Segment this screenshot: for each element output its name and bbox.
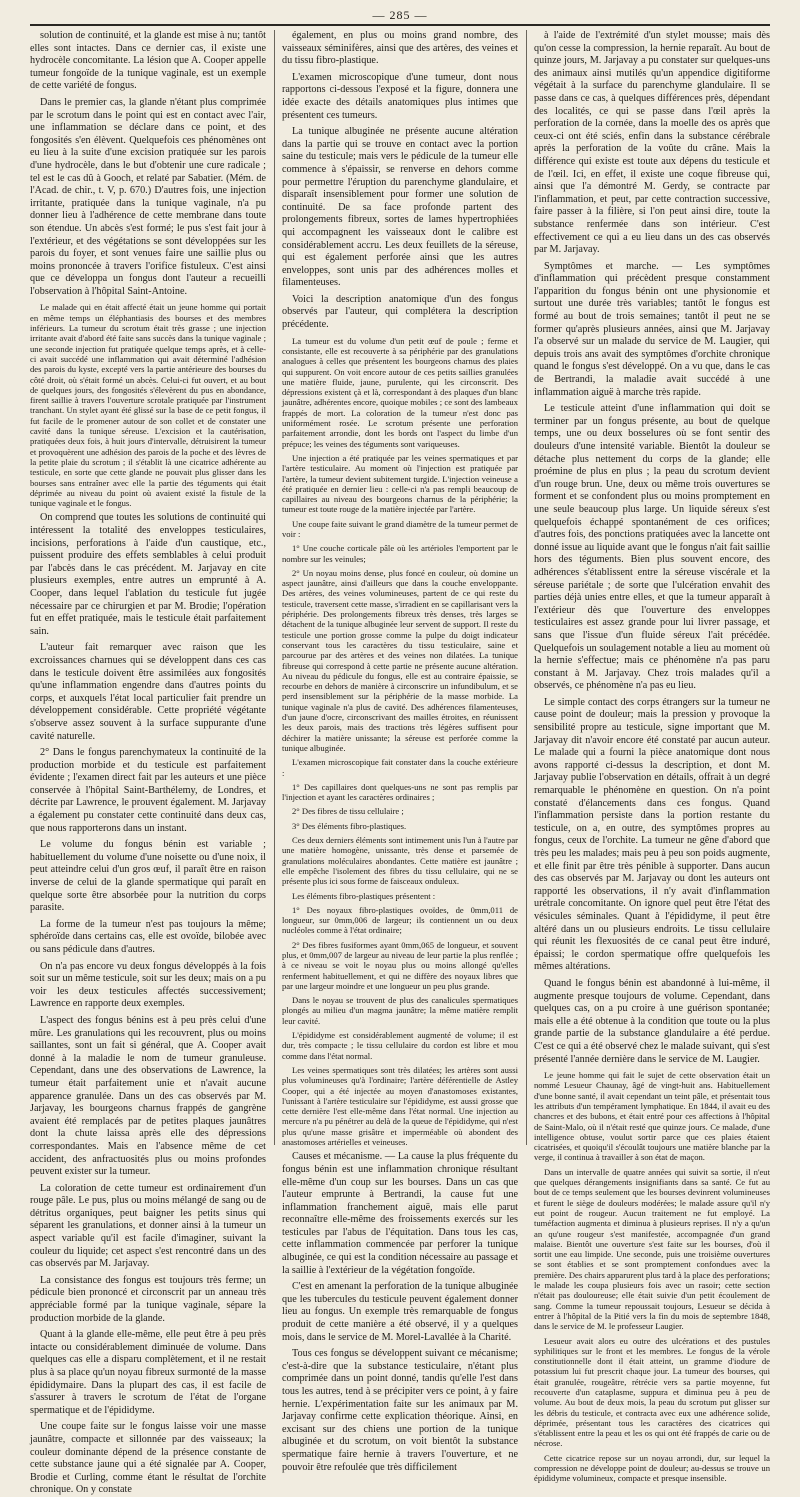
paragraph: Le testicule atteint d'une inflammation qui doit se terminer par un fongus présente, au bout de quelque temps, une ou deux bosselures où se font sentir des douleurs d'une intensité variable. Bientôt la douleur se détache plus nettement du corps de la glande; elle proémine de plus en plus ; la peau du scrotum devient d'un rouge brun. Une, deux ou même trois ouvertures se forment et se confondent plus ou moins promptement en une seule beaucoup plus large. Un liquide séreux s'est quelquefois échappé spontanément de ces orifices; d'autres fois, des ponctions pratiquées avec la lancette ont donné issue au liquide avant que le fongus n'ait fait saillie hors des téguments. Bien plus souvent encore, des adhérences s'établissent entre la séreuse viscérale et la séreuse pariétale ; de sorte que l'ulcération envahit des parties déjà unies entre elles, et que la tumeur apparaît à l'extérieur dès que l'ouverture des enveloppes testiculaires est assez grande pour lui livrer passage, et sans que l'issue d'un fluide séreux l'ait précédée. Quelquefois un soulagement notable a lieu au moment où la hernie s'effectue; mais ce phénomène n'a pas paru constant à M. Jarjavay. Chez trois malades qu'il a observés, ce phénomène n'a pas eu lieu. (534, 403, 770, 692)
paragraph: 2° Des fibres fusiformes ayant 0mm,065 de longueur, et souvent plus, et 0mm,007 de largeur au niveau de leur partie la plus renflée ; à ce niveau se voit le noyau plus ou moins allongé qu'elles renferment habituellement, et qui ne diffère des noyaux libres que par une largeur moindre et une longueur un peu plus grande. (282, 939, 518, 991)
paragraph: La consistance des fongus est toujours très ferme; un pédicule bien prononcé et circonscrit par un anneau très appréciable formé par la tunique vaginale, sépare la production morbide de la glande. (30, 1274, 266, 1324)
paragraph: Dans un intervalle de quatre années qui suivit sa sortie, il n'eut que quelques dérangements insignifiants dans sa santé. Ce fut au bout de ce temps seulement que les bourses devinrent volumineuses et furent le siège de douleurs modérées; le malade assure qu'il n'y eut point de rougeur. Aucun traitement ne fut employé. La tuméfaction augmenta et diminua à plusieurs reprises. Il n'y a qu'un an qu'une rougeur s'est manifestée, accompagnée d'un grand malaise. Bientôt une ouverture s'est faite sur les bourses, d'où il sortit une eau limpide. Une seconde, puis une troisième ouvertures se sont établies et se sont promptement confondues avec la première. Des chairs apparurent plus tard à la place des perforations; le malade les coupa plusieurs fois avec un rasoir; cette section n'était pas douloureuse; elle était suivie d'un petit écoulement de sang. Comme la tumeur repoussait toujours, Lesueur se décida à entrer à l'hôpital de la Pitié vers la fin du mois de septembre 1848, dans le service de M. le professeur Laugier. (534, 1166, 770, 1332)
paragraph: Le jeune homme qui fait le sujet de cette observation était un nommé Lesueur Chaunay, âgé de vingt-huit ans. Habituellement d'une bonne santé, il avait cependant un teint pâle, et présentait tous les attributs d'un tempérament lymphatique. En 1844, il avait eu des chancres et des bubons, et était entré pour ces affections à l'hôpital de Saint-Malo, où il n'était resté que quinze jours. Ce malade, d'une intelligence obtuse, voulut sortir parce que ces plaies étaient cicatrisées, et quoiqu'il s'écoulât toujours une matière blanche par la verge, il continua à travailler à son état de maçon. (534, 1070, 770, 1163)
paragraph: Quand le fongus bénin est abandonné à lui-même, il augmente presque toujours de volume. Cependant, dans quelques cas, on a pu croire à une guérison spontanée; mais elle a été obtenue à la condition que toute ou la plus grande partie de la substance glandulaire a été perdue. C'est ce qui a été observé chez le malade suivant, qui s'est présenté l'année dernière dans le service de M. Laugier. (534, 977, 770, 1065)
paragraph: solution de continuité, et la glande est mise à nu; tantôt elles sont intactes. Dans ce dernier cas, il existe une hydrocèle concomitante. La lésion que A. Cooper appelle tumeur fongoïde de la tunique vaginale, est un exemple de cette variété de fongus. (30, 30, 266, 92)
paragraph: Dans le premier cas, la glande n'étant plus comprimée par le scrotum dans le point qui est en contact avec l'air, une inflammation se déclare dans ce point, et des fongosités s'en élèvent. Quelquefois ces phénomènes ont eu lieu à la suite d'une excision pratiquée sur les parois d'une hydrocèle, dans le but d'obtenir une cure radicale ; tel est le cas dû à Gooch, et relaté par Sabatier. (Mém. de l'Acad. de chir., t. V, p. 670.) D'autres fois, une injection irritante, pratiquée dans la tunique vaginale, n'a pu donner lieu à l'adhérence de cette membrane dans toute son étendue. Un abcès s'est formé; le pus s'est fait jour à l'extérieur, et des végétations se sont développées sur les parois du foyer, et sont venues faire une saillie plus ou moins prononcée à travers l'orifice fistuleux. C'est ainsi que ce développa un fongus dont l'auteur a recueilli l'observation à l'hôpital Saint-Antoine. (30, 96, 266, 297)
paragraph: Le malade qui en était affecté était un jeune homme qui portait en même temps un éléphantiasis des bourses et des membres inférieurs. La tumeur du scrotum était très grasse ; une injection irritante avait d'abord été faite sans succès dans la tunique vaginale ; une seconde injection fut pratiquée quelque temps après, et à celle-ci avait succédé une inflammation qui avait déterminé l'adhésion des parois du kyste, excepté vers la partie antérieure des bourses du côté droit, où s'était formé un abcès. Celui-ci fut ouvert, et au bout de quelques jours, des fongosités s'élevèrent du pus en abondance, firent saillie à travers l'ouverture scrotale pratiquée par l'instrument tranchant. Un stylet ayant été glissé sur la base de ce petit fongus, il fut facile de le promener autour de son collet et de constater une cavité dans la tunique séreuse. L'excision et la cautérisation, pratiquées deux fois, à huit jours d'intervalle, détruisirent la tumeur et provoquèrent une adhésion des parois de la poche et des lèvres de la petite plaie du scrotum ; il s'établit là une cicatrice adhérente au testicule, en sorte que cette glande ne pouvait plus glisser dans les bourses sans entraîner avec elle la partie des téguments qui était déprimée au niveau du point où avaient existé la fistule de la tunique vaginale et le fongus. (30, 302, 266, 509)
paragraph: 2° Dans le fongus parenchymateux la continuité de la production morbide et du testicule est parfaitement évidente ; l'examen direct fait par les auteurs et une pièce conservée à l'hôpital Saint-Barthélemy, de Londres, et décrite par Lawrence, le prouvent également. M. Jarjavay a également pu constater cette continuité dans deux cas, que nous rapporterons dans un instant. (30, 747, 266, 834)
paragraph: La forme de la tumeur n'est pas toujours la même; sphéroïde dans certains cas, elle est ovoïde, bilobée avec ou sans pédicule dans d'autres. (30, 918, 266, 955)
paragraph: On n'a pas encore vu deux fongus développés à la fois soit sur un même testicule, soit sur les deux; mais on a pu voir les deux testicules affectés successivement; Lawrence en rapporte deux exemples. (30, 960, 266, 1010)
paragraph: à l'aide de l'extrémité d'un stylet mousse; mais dès qu'on cesse la compression, la hernie reparaît. Au bout de quinze jours, M. Jarjavay a pu constater sur quelques-uns des animaux ainsi mutilés qu'un appendice digitiforme végétait à la surface du parenchyme glandulaire. Il se passe dans ce cas, à quelques différences près, dépendant des localités, ce qui se passe dans l'œil après la perforation de la cornée, dans la moelle des os après que ceux-ci ont été sciés, enfin dans la substance cérébrale après la perforation de la voûte du crâne. Mais la différence qui existe est toute aux dépens du testicule et de l'œil. Ici, en effet, il existe une coque fibreuse qui, ainsi que l'a démontré M. Gerdy, se contracte par l'inflammation, et peut, par cette contraction successive, faire passer à la filière, si l'on peut ainsi dire, toute la substance renfermée dans son intérieur. C'est effectivement ce qui a eu lieu dans un des cas observés par M. Jarjavay. (534, 30, 770, 256)
paragraph: La tunique albuginée ne présente aucune altération dans la partie qui se trouve en contact avec la portion saine du testicule; mais vers le pédicule de la tumeur elle commence à s'épaissir, se renverse en dehors comme pour permettre l'éruption du parenchyme glandulaire, et disparaît insensiblement pour former une solution de continuité. De sa face profonde partent des prolongements fibreux, sortes de lames hypertrophiées qui accompagnent les vaisseaux dont le calibre est considérablement accru. Les deux feuillets de la séreuse, qui est également perforée ainsi que les autres enveloppes, sont unis par des adhérences molles et filamenteuses. (282, 126, 518, 289)
paragraph: Symptômes et marche. — Les symptômes d'inflammation qui précèdent presque constamment l'apparition du fongus bénin ont une physionomie et surtout une durée très variables; tantôt le fongus est formé au bout de trois semaines; tantôt il peut ne se former qu'après plusieurs années, ainsi que M. Jarjavay l'a observé sur un malade du service de M. Laugier, qui depuis trois ans avait des symptômes d'orchite chronique quand le fongus s'est développé. On a vu que, dans le cas de Bertrandi, la maladie avait succédé à une inflammation aiguë à marche très rapide. (534, 260, 770, 398)
paragraph: Quant à la glande elle-même, elle peut être à peu près intacte ou considérablement diminuée de volume. Dans quelques cas elle a disparu complètement, et il ne restait plus à sa place qu'un noyau fibreux surmonté de la masse épididymaire. Dans la plupart des cas, il est facile de s'assurer à travers le scrotum de l'état de l'organe spermatique et de l'épididyme. (30, 1329, 266, 1416)
column-divider (526, 30, 527, 1145)
paragraph: Voici la description anatomique d'un des fongus observés par l'auteur, qui complétera la description précédente. (282, 293, 518, 331)
paragraph: L'épididyme est considérablement augmenté de volume; il est dur, très compacte ; le tissu cellulaire du cordon est libre et mou comme dans l'état normal. (282, 1030, 518, 1061)
paragraph: L'examen microscopique d'une tumeur, dont nous rapportons ci-dessous l'exposé et la figure, donnera une idée exacte des détails anatomiques plus intimes que présentent ces tumeurs. (282, 71, 518, 121)
paragraph: Une coupe faite suivant le grand diamètre de la tumeur permet de voir : (282, 518, 518, 539)
paragraph: 1° Des noyaux fibro-plastiques ovoïdes, de 0mm,011 de longueur, sur 0mm,006 de largeur; ils contiennent un ou deux nucléoles comme à l'état ordinaire; (282, 904, 518, 936)
text-columns (30, 30, 770, 1496)
paragraph: 1° Une couche corticale pâle où les artérioles l'emportent par le nombre sur les veinules; (282, 543, 518, 564)
column-left (30, 30, 266, 1496)
paragraph: On comprend que toutes les solutions de continuité qui intéressent la totalité des enveloppes testiculaires, incisions, perforations à l'aide d'un caustique, etc., puissent produire des effets semblables à celui produit par l'abcès dans le cas précédent. M. Jarjavay en cite plusieurs exemples, entre autres un emprunté à A. Cooper, dans lequel l'ablation du testicule fut jugée nécessaire par ce chirurgien et par M. Brodie; l'opération fut en effet pratiquée, mais le testicule était parfaitement sain. (30, 512, 266, 637)
paragraph: Le simple contact des corps étrangers sur la tumeur ne cause point de douleur; mais la pression y provoque la sensibilité propre au testicule, signe important que M. Jarjavay dit n'avoir encore été constaté par aucun auteur. Le malade qui a fourni la pièce anatomique dont nous avons rapporté ci-dessus la description, et dont M. Jarjavay publie l'observation en détails, offrait à un degré remarquable le phénomène en question. On n'a point constaté d'élancements dans ces fongus. Quand l'inflammation persiste dans la portion restante du testicule, on a, en outre, des symptômes propres au fongus, ceux de l'orchite. La tumeur ne gêne d'abord que très peu les malades; mais peu à peu son poids augmente, et elle finit par être très pénible à supporter. Dans aucun des cas observés par M. Jarjavay ou dont les auteurs ont rapporté les observations, il n'y avait d'inflammation urétrale concomitante. On ignore quel peut être l'état des vésicules séminales. Quant à l'épididyme, il peut être altéré dans un ou plusieurs endroits. Le tissu cellulaire qui réunit les flexuosités de ce canal peut être induré, épaissi; le cordon spermatique offre quelquefois les mêmes altérations. (534, 696, 770, 973)
paragraph: également, en plus ou moins grand nombre, des vaisseaux séminifères, ainsi que des artères, des veines et du tissu fibro-plastique. (282, 30, 518, 67)
paragraph: 2° Des fibres de tissu cellulaire ; (292, 806, 404, 817)
paragraph: Une coupe faite sur le fongus laisse voir une masse jaunâtre, compacte et sillonnée par des vaisseaux; la couleur dominante dépend de la présence constante de cette substance jaune qui a été signalée par A. Cooper, Brodie et Curling, comme étant le résultat de l'orchite chronique. On y constate (30, 1421, 266, 1496)
column-middle (282, 30, 518, 1473)
paragraph: Causes et mécanisme. — La cause la plus fréquente du fongus bénin est une inflammation chronique résultant elle-même d'un coup sur les bourses. Dans un cas que l'auteur emprunte à Bertrandi, la cause fut une inflammation franchement aiguë, mais elle parut reconnaître elle-même des froissements exercés sur les testicules par l'abus de l'équitation. Dans tous les cas, cette inflammation commencée par perforer la tunique albuginée, ce qui est la condition nécessaire au passage et la saillie à l'extérieur de la végétation fongoïde. (282, 1151, 518, 1276)
paragraph: L'auteur fait remarquer avec raison que les excroissances charnues qui se développent dans ces cas dans le testicule doivent être assimilées aux fongosités qu'une inflammation engendre dans d'autres points du corps, et auxquels l'état local particulier fait prendre un développement considérable. Cette propriété végétante s'observe assez souvent à la surface suppurante d'une cavité naturelle. (30, 642, 266, 742)
column-divider (274, 30, 275, 1145)
paragraph: C'est en amenant la perforation de la tunique albuginée que les tubercules du testicule peuvent également donner lieu au fongus. Un exemple très remarquable de fongus produit de cette manière a été observé, il y a quelques mois, dans le service de M. Morel-Lavallée à la Charité. (282, 1281, 518, 1343)
paragraph: Une injection a été pratiquée par les veines spermatiques et par l'artère testiculaire. Au moment où l'injection est pratiquée par l'artère, la tumeur devient subitement turgide. L'injection veineuse a été pratiquée en dernier lieu : celle-ci n'a pas rempli beaucoup de capillaires au niveau des bourgeons charnus de la périphérie; la tumeur est toute rouge de la matière injectée par l'artère. (282, 452, 518, 515)
paragraph: L'aspect des fongus bénins est à peu près celui d'une mûre. Les granulations qui les recouvrent, plus ou moins saillantes, sont un fait si général, que A. Cooper avait donné à la maladie le nom de tumeur granuleuse. Cependant, dans une des observations de Lawrence, la tumeur était parfaitement unie et n'avait aucune apparence granulée. Dans un des cas observés par M. Jarjavay, les bourgeons charnus frappés de gangrène avaient été remplacés par de petites plaques jaunâtres dont la chute laissa après elle des dépressions correspondantes. Mais en l'absence même de cet accident, des anfractuosités plus ou moins profondes peuvent exister sur la tumeur. (30, 1014, 266, 1178)
paragraph: Le volume du fongus bénin est variable ; habituellement du volume d'une noisette ou d'une noix, il peut atteindre celui d'un gros œuf, il paraît être en raison inverse de celui de la glande spermatique qui paraît en quelque sorte être absorbée pour la nutrition du corps parasite. (30, 839, 266, 914)
paragraph: La coloration de cette tumeur est ordinairement d'un rouge pâle. Le pus, plus ou moins mélangé de sang ou de détritus organiques, peut baigner les petits sinus qui séparent les granulations, et donner ainsi à la tumeur un aspect variable qu'il est facile d'imaginer, suivant la couleur du liquide; cet aspect s'est rencontré dans un des cas observés par M. Jarjavay. (30, 1182, 266, 1270)
paragraph: Cette cicatrice repose sur un noyau arrondi, dur, sur lequel la compression ne développe point de douleur; au-dessus se trouve un épididyme volumineux, compacte et presque insensible. (534, 1452, 770, 1484)
paragraph: Dans le noyau se trouvent de plus des canalicules spermatiques plongés au milieu d'un magma jaunâtre; la même matière remplit leur cavité. (282, 995, 518, 1026)
paragraph: Les éléments fibro-plastiques présentent : (292, 890, 436, 901)
paragraph: 3° Des éléments fibro-plastiques. (292, 820, 407, 831)
paragraph: Les veines spermatiques sont très dilatées; les artères sont aussi plus volumineuses qu'à l'ordinaire; l'artère déférentielle de Astley Cooper, qui a été injectée au moyen d'anastomoses existantes, l'unissant à l'artère testiculaire sur l'épididyme, est aussi grosse que cette dernière l'est elle-même dans l'état normal. Une injection au mercure n'a pu pénétrer au delà de la queue de l'épididyme, qui n'est plus qu'une masse grisâtre et imperméable où abondent des anastomoses artérielles et veineuses. (282, 1064, 518, 1148)
paragraph: Ces deux derniers éléments sont intimement unis l'un à l'autre par une matière homogène, unissante, très dense et parsemée de granulations moléculaires abondantes. Cette matière est jaunâtre ; elle empêche l'isolement des fibres du tissu cellulaire, qui ne se présente plus ici sous forme de faisceaux onduleux. (282, 835, 518, 887)
paragraph: Lesueur avait alors eu outre des ulcérations et des pustules syphilitiques sur le front et les membres. Le fongus de la vérole constitutionnelle dont il était atteint, un gramme d'iodure de potassium lui fut prescrit chaque jour. La tumeur des bourses, qui était granulée, rougeâtre, rétrécie vers sa partie moyenne, fut recouverte d'un cataplasme, suppura et diminua peu à peu de volume. Au bout de deux mois, la peau du scrotum put glisser sur les débris du testicule, et contracta avec eux une adhérence solide, déprimée, présentant tous les caractères des cicatrices qui s'établissent entre la peau et les os qui ont été frappés de carie ou de nécrose. (534, 1335, 770, 1449)
column-right (534, 30, 770, 1484)
paragraph: 1° Des capillaires dont quelques-uns ne sont pas remplis par l'injection et ayant les caractères ordinaires ; (282, 781, 518, 803)
paragraph: Tous ces fongus se développent suivant ce mécanisme; c'est-à-dire que la substance testiculaire, n'étant plus comprimée dans un point donné, tandis qu'elle l'est dans tous les autres, tend à se précipiter vers ce point, à y faire hernie. L'expérimentation faite sur les animaux par M. Jarjavay confirme cette explication théorique. Ainsi, en excisant sur des chiens une portion de la tunique albuginée et du scrotum, on voit bientôt la substance spermatique faire hernie à travers l'ouverture, et ne pouvoir être refoulée que très difficilement (282, 1348, 518, 1473)
page-number: — 285 — (372, 8, 428, 22)
header-rule (30, 24, 770, 26)
paragraph: La tumeur est du volume d'un petit œuf de poule ; ferme et consistante, elle est recouverte à sa périphérie par des granulations analogues à celles que présentent les bourgeons charnus des plaies qui suppurent. On voit encore autour de ces petits saillies granulées une matière fluide, jaune, purulente, qui les circonscrit. Des dépressions existent çà et là, correspondant à des plaques d'un blanc jaunâtre, adhérentes encore, quoique mobiles ; ce sont des lambeaux frappés de mort. La coloration de la tumeur n'est donc pas uniformément rosée. Le scrotum présente une perforation parfaitement arrondie, dont les bords ont l'aspect du limbe d'un prépuce; les veines des téguments sont variqueuses. (282, 335, 518, 449)
paragraph: 2° Un noyau moins dense, plus foncé en couleur, où domine un aspect jaunâtre, ainsi d'ailleurs que dans la couche enveloppante. Des artères, des veines volumineuses, partent de ce qui reste du testicule, traversent cette masse, s'irradient en se capillarisant vers la périphérie. Des prolongements fibreux très denses, très larges se détachent de la tunique albuginée leur servent de support. Il reste du testicule une portion grosse comme la pulpe du doigt indicateur conservant tous les caractères du tissu testiculaire, saine et parcourue par des artères et des veines non dilatées. La tunique fibreuse qui correspond à cette partie ne présente aucune altération. Au niveau du pédicule du fongus, elle est au contraire épaissie, se recourbe en dehors de manière à circonscrire un infundibulum, et se perd insensiblement sur la périphérie de la masse morbide. La tunique vaginale n'a plus de cavité. Des adhérences filamenteuses, d'un jaune d'ocre, circonscrivant des mailles étroites, en réunissent les deux parois, mais des tractions très légères suffisent pour déchirer la matière unissante; la séreuse est perforée comme la tunique albuginée. (282, 567, 518, 753)
paragraph: L'examen microscopique fait constater dans la couche extérieure : (282, 757, 518, 778)
